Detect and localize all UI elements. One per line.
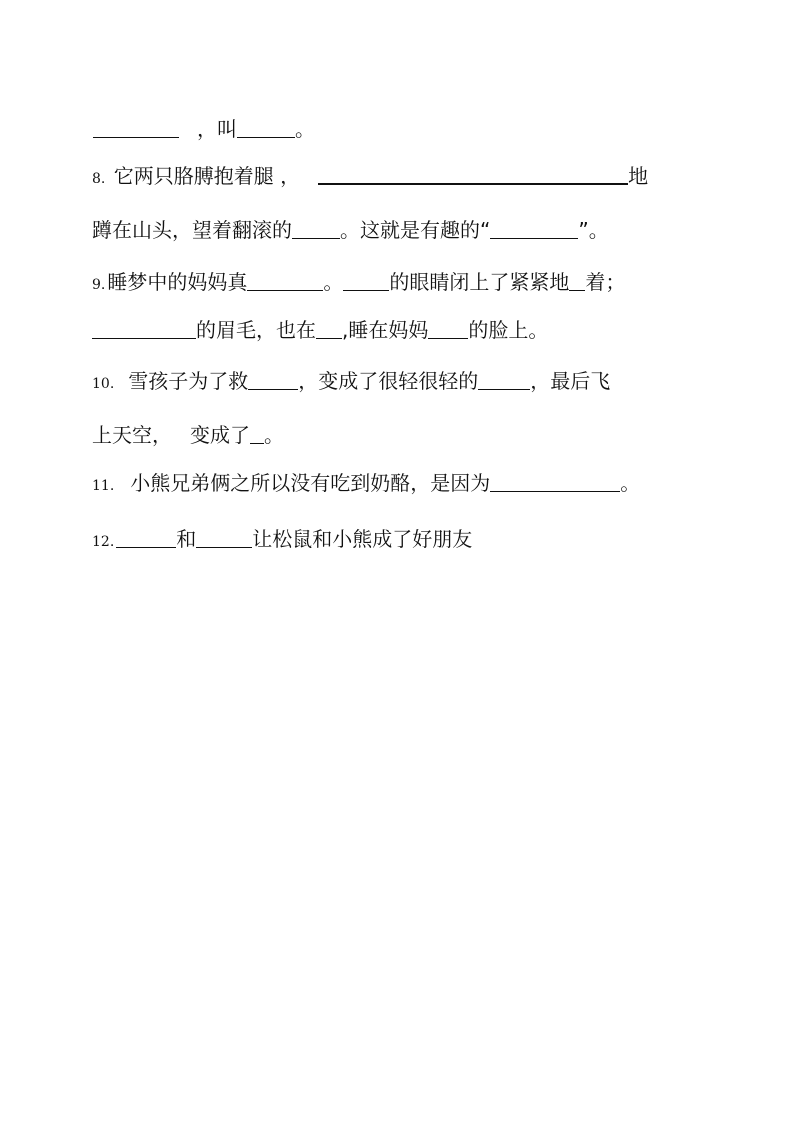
q11-line xyxy=(92,468,640,501)
answer-blank[interactable] xyxy=(93,119,179,138)
answer-blank[interactable] xyxy=(92,320,196,339)
q8-line-2 xyxy=(92,215,609,245)
q9-text-a: 睡梦中的妈妈真 xyxy=(107,270,248,294)
answer-blank[interactable] xyxy=(196,529,252,548)
q10-line-2 xyxy=(92,420,284,450)
q7-end-text: 。 xyxy=(295,117,315,141)
q9-line-1 xyxy=(92,267,625,300)
q9-text-b: 。 xyxy=(323,270,344,294)
answer-blank[interactable] xyxy=(318,165,628,185)
q9-text-d: 着； xyxy=(585,270,626,294)
q8-text-a: 它两只胳膊抱着腿 ， xyxy=(113,164,301,188)
q7-text: ，叫 xyxy=(197,117,237,141)
q9-text-c: 的眼睛闭上了紧紧地 xyxy=(389,270,570,294)
answer-blank[interactable] xyxy=(247,272,323,291)
answer-blank[interactable] xyxy=(237,119,295,138)
q9-text-g: 的脸上。 xyxy=(468,318,549,342)
q10-text-a: 雪孩子为了救 xyxy=(128,369,249,393)
q7-tail-line xyxy=(93,114,315,144)
question-number: 11. xyxy=(92,478,115,494)
q10-text-e: 变成了 xyxy=(190,423,250,447)
answer-blank[interactable] xyxy=(569,272,585,291)
answer-blank[interactable] xyxy=(250,425,264,444)
answer-blank[interactable] xyxy=(428,320,468,339)
q8-text-e: ”。 xyxy=(578,218,609,242)
q9-text-f: ,睡在妈妈 xyxy=(342,318,429,342)
q12-text-a: 和 xyxy=(176,527,197,551)
answer-blank[interactable] xyxy=(248,371,298,390)
q8-text-c: 蹲在山头，望着翻滚的 xyxy=(92,218,292,242)
question-number: 8. xyxy=(92,171,106,187)
answer-blank[interactable] xyxy=(316,320,342,339)
q9-text-e: 的眉毛，也在 xyxy=(196,318,316,342)
q11-text-a: 小熊兄弟俩之所以没有吃到奶酪，是因为 xyxy=(130,471,491,495)
q8-text-d: 。这就是有趣的“ xyxy=(340,218,491,242)
q8-line-1 xyxy=(92,161,648,194)
q8-text-b: 地 xyxy=(628,164,649,188)
q10-text-b: ，变成了很轻很轻的 xyxy=(298,369,479,393)
answer-blank[interactable] xyxy=(116,529,176,548)
q10-text-c: ，最后飞 xyxy=(530,369,611,393)
q10-text-d: 上天空， xyxy=(92,423,172,447)
question-number: 9. xyxy=(92,277,106,293)
answer-blank[interactable] xyxy=(490,473,620,492)
answer-blank[interactable] xyxy=(292,220,340,239)
question-number: 12. xyxy=(92,534,115,550)
q12-line xyxy=(92,524,472,557)
answer-blank[interactable] xyxy=(478,371,530,390)
q9-line-2 xyxy=(92,315,548,345)
question-number: 10. xyxy=(92,376,115,392)
q12-text-b: 让松鼠和小熊成了好朋友 xyxy=(252,527,473,551)
q10-line-1 xyxy=(92,366,610,399)
answer-blank[interactable] xyxy=(343,272,389,291)
q10-text-f: 。 xyxy=(264,423,284,447)
answer-blank[interactable] xyxy=(490,220,578,239)
q11-text-b: 。 xyxy=(620,471,641,495)
